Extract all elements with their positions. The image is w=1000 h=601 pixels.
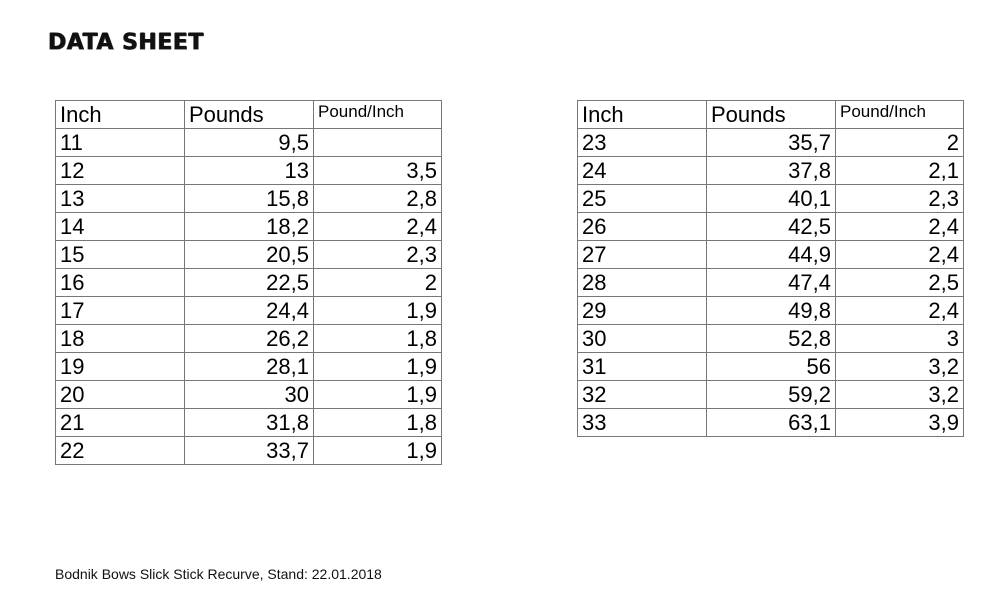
cell-pound-per-inch: 1,9 [314, 353, 442, 381]
cell-pounds: 31,8 [185, 409, 314, 437]
data-table-left [55, 100, 442, 465]
table-row [578, 129, 964, 157]
column-header-inch: Inch [578, 101, 707, 129]
cell-inch: 17 [56, 297, 185, 325]
cell-pound-per-inch: 2,4 [314, 213, 442, 241]
cell-pound-per-inch: 2,4 [836, 297, 964, 325]
cell-inch: 32 [578, 381, 707, 409]
cell-inch: 33 [578, 409, 707, 437]
table-row [578, 213, 964, 241]
cell-inch: 18 [56, 325, 185, 353]
cell-inch: 24 [578, 157, 707, 185]
cell-pounds: 40,1 [707, 185, 836, 213]
cell-pound-per-inch: 2,4 [836, 241, 964, 269]
cell-pounds: 20,5 [185, 241, 314, 269]
cell-pounds: 35,7 [707, 129, 836, 157]
cell-pound-per-inch: 1,9 [314, 297, 442, 325]
cell-inch: 22 [56, 437, 185, 465]
cell-pounds: 49,8 [707, 297, 836, 325]
column-header-pound-per-inch: Pound/Inch [836, 101, 964, 129]
table-row [56, 269, 442, 297]
table-row [578, 157, 964, 185]
table-row [56, 157, 442, 185]
data-table-right [577, 100, 964, 437]
table-row [56, 437, 442, 465]
table-row [56, 241, 442, 269]
table-row [56, 213, 442, 241]
table-row [578, 269, 964, 297]
cell-pounds: 24,4 [185, 297, 314, 325]
cell-pounds: 26,2 [185, 325, 314, 353]
table-row [578, 241, 964, 269]
table-row [578, 353, 964, 381]
cell-pounds: 13 [185, 157, 314, 185]
table-header-row [578, 101, 964, 129]
cell-pounds: 22,5 [185, 269, 314, 297]
page-title-text: DATA SHEET [48, 30, 204, 55]
cell-inch: 25 [578, 185, 707, 213]
page-title [48, 30, 204, 55]
cell-inch: 27 [578, 241, 707, 269]
table-row [56, 353, 442, 381]
cell-pound-per-inch: 2,1 [836, 157, 964, 185]
table-row [578, 409, 964, 437]
cell-pound-per-inch: 3,2 [836, 353, 964, 381]
cell-pounds: 9,5 [185, 129, 314, 157]
cell-inch: 30 [578, 325, 707, 353]
cell-pounds: 47,4 [707, 269, 836, 297]
cell-pounds: 44,9 [707, 241, 836, 269]
cell-pound-per-inch: 3,2 [836, 381, 964, 409]
table-row [56, 381, 442, 409]
table-row [578, 381, 964, 409]
table-row [56, 185, 442, 213]
table-row [56, 409, 442, 437]
footer-note: Bodnik Bows Slick Stick Recurve, Stand: 22.01.2018 [55, 566, 382, 582]
cell-pounds: 33,7 [185, 437, 314, 465]
cell-pound-per-inch: 2,4 [836, 213, 964, 241]
cell-pound-per-inch: 1,9 [314, 437, 442, 465]
cell-pound-per-inch: 2,3 [836, 185, 964, 213]
cell-pounds: 63,1 [707, 409, 836, 437]
cell-inch: 20 [56, 381, 185, 409]
cell-inch: 19 [56, 353, 185, 381]
cell-inch: 16 [56, 269, 185, 297]
cell-pound-per-inch: 2,8 [314, 185, 442, 213]
column-header-pound-per-inch: Pound/Inch [314, 101, 442, 129]
table-row [56, 297, 442, 325]
cell-inch: 31 [578, 353, 707, 381]
column-header-pounds: Pounds [185, 101, 314, 129]
column-header-pounds: Pounds [707, 101, 836, 129]
cell-inch: 12 [56, 157, 185, 185]
cell-inch: 23 [578, 129, 707, 157]
table-row [578, 325, 964, 353]
cell-inch: 29 [578, 297, 707, 325]
table-row [578, 297, 964, 325]
cell-pound-per-inch: 3 [836, 325, 964, 353]
table-header-row [56, 101, 442, 129]
cell-pounds: 59,2 [707, 381, 836, 409]
table-row [56, 325, 442, 353]
cell-inch: 11 [56, 129, 185, 157]
cell-pound-per-inch: 1,8 [314, 409, 442, 437]
cell-pound-per-inch: 2,3 [314, 241, 442, 269]
cell-pound-per-inch: 2,5 [836, 269, 964, 297]
cell-inch: 28 [578, 269, 707, 297]
table-row [578, 185, 964, 213]
cell-pound-per-inch: 3,9 [836, 409, 964, 437]
cell-inch: 26 [578, 213, 707, 241]
cell-pound-per-inch [314, 129, 442, 157]
cell-pound-per-inch: 3,5 [314, 157, 442, 185]
cell-pound-per-inch: 1,8 [314, 325, 442, 353]
cell-pounds: 30 [185, 381, 314, 409]
cell-pound-per-inch: 2 [314, 269, 442, 297]
cell-inch: 21 [56, 409, 185, 437]
cell-pounds: 28,1 [185, 353, 314, 381]
cell-pounds: 37,8 [707, 157, 836, 185]
cell-pounds: 52,8 [707, 325, 836, 353]
cell-pounds: 42,5 [707, 213, 836, 241]
cell-inch: 14 [56, 213, 185, 241]
cell-pounds: 18,2 [185, 213, 314, 241]
cell-pound-per-inch: 1,9 [314, 381, 442, 409]
cell-pounds: 56 [707, 353, 836, 381]
cell-inch: 13 [56, 185, 185, 213]
table-row [56, 129, 442, 157]
column-header-inch: Inch [56, 101, 185, 129]
cell-pounds: 15,8 [185, 185, 314, 213]
cell-inch: 15 [56, 241, 185, 269]
cell-pound-per-inch: 2 [836, 129, 964, 157]
